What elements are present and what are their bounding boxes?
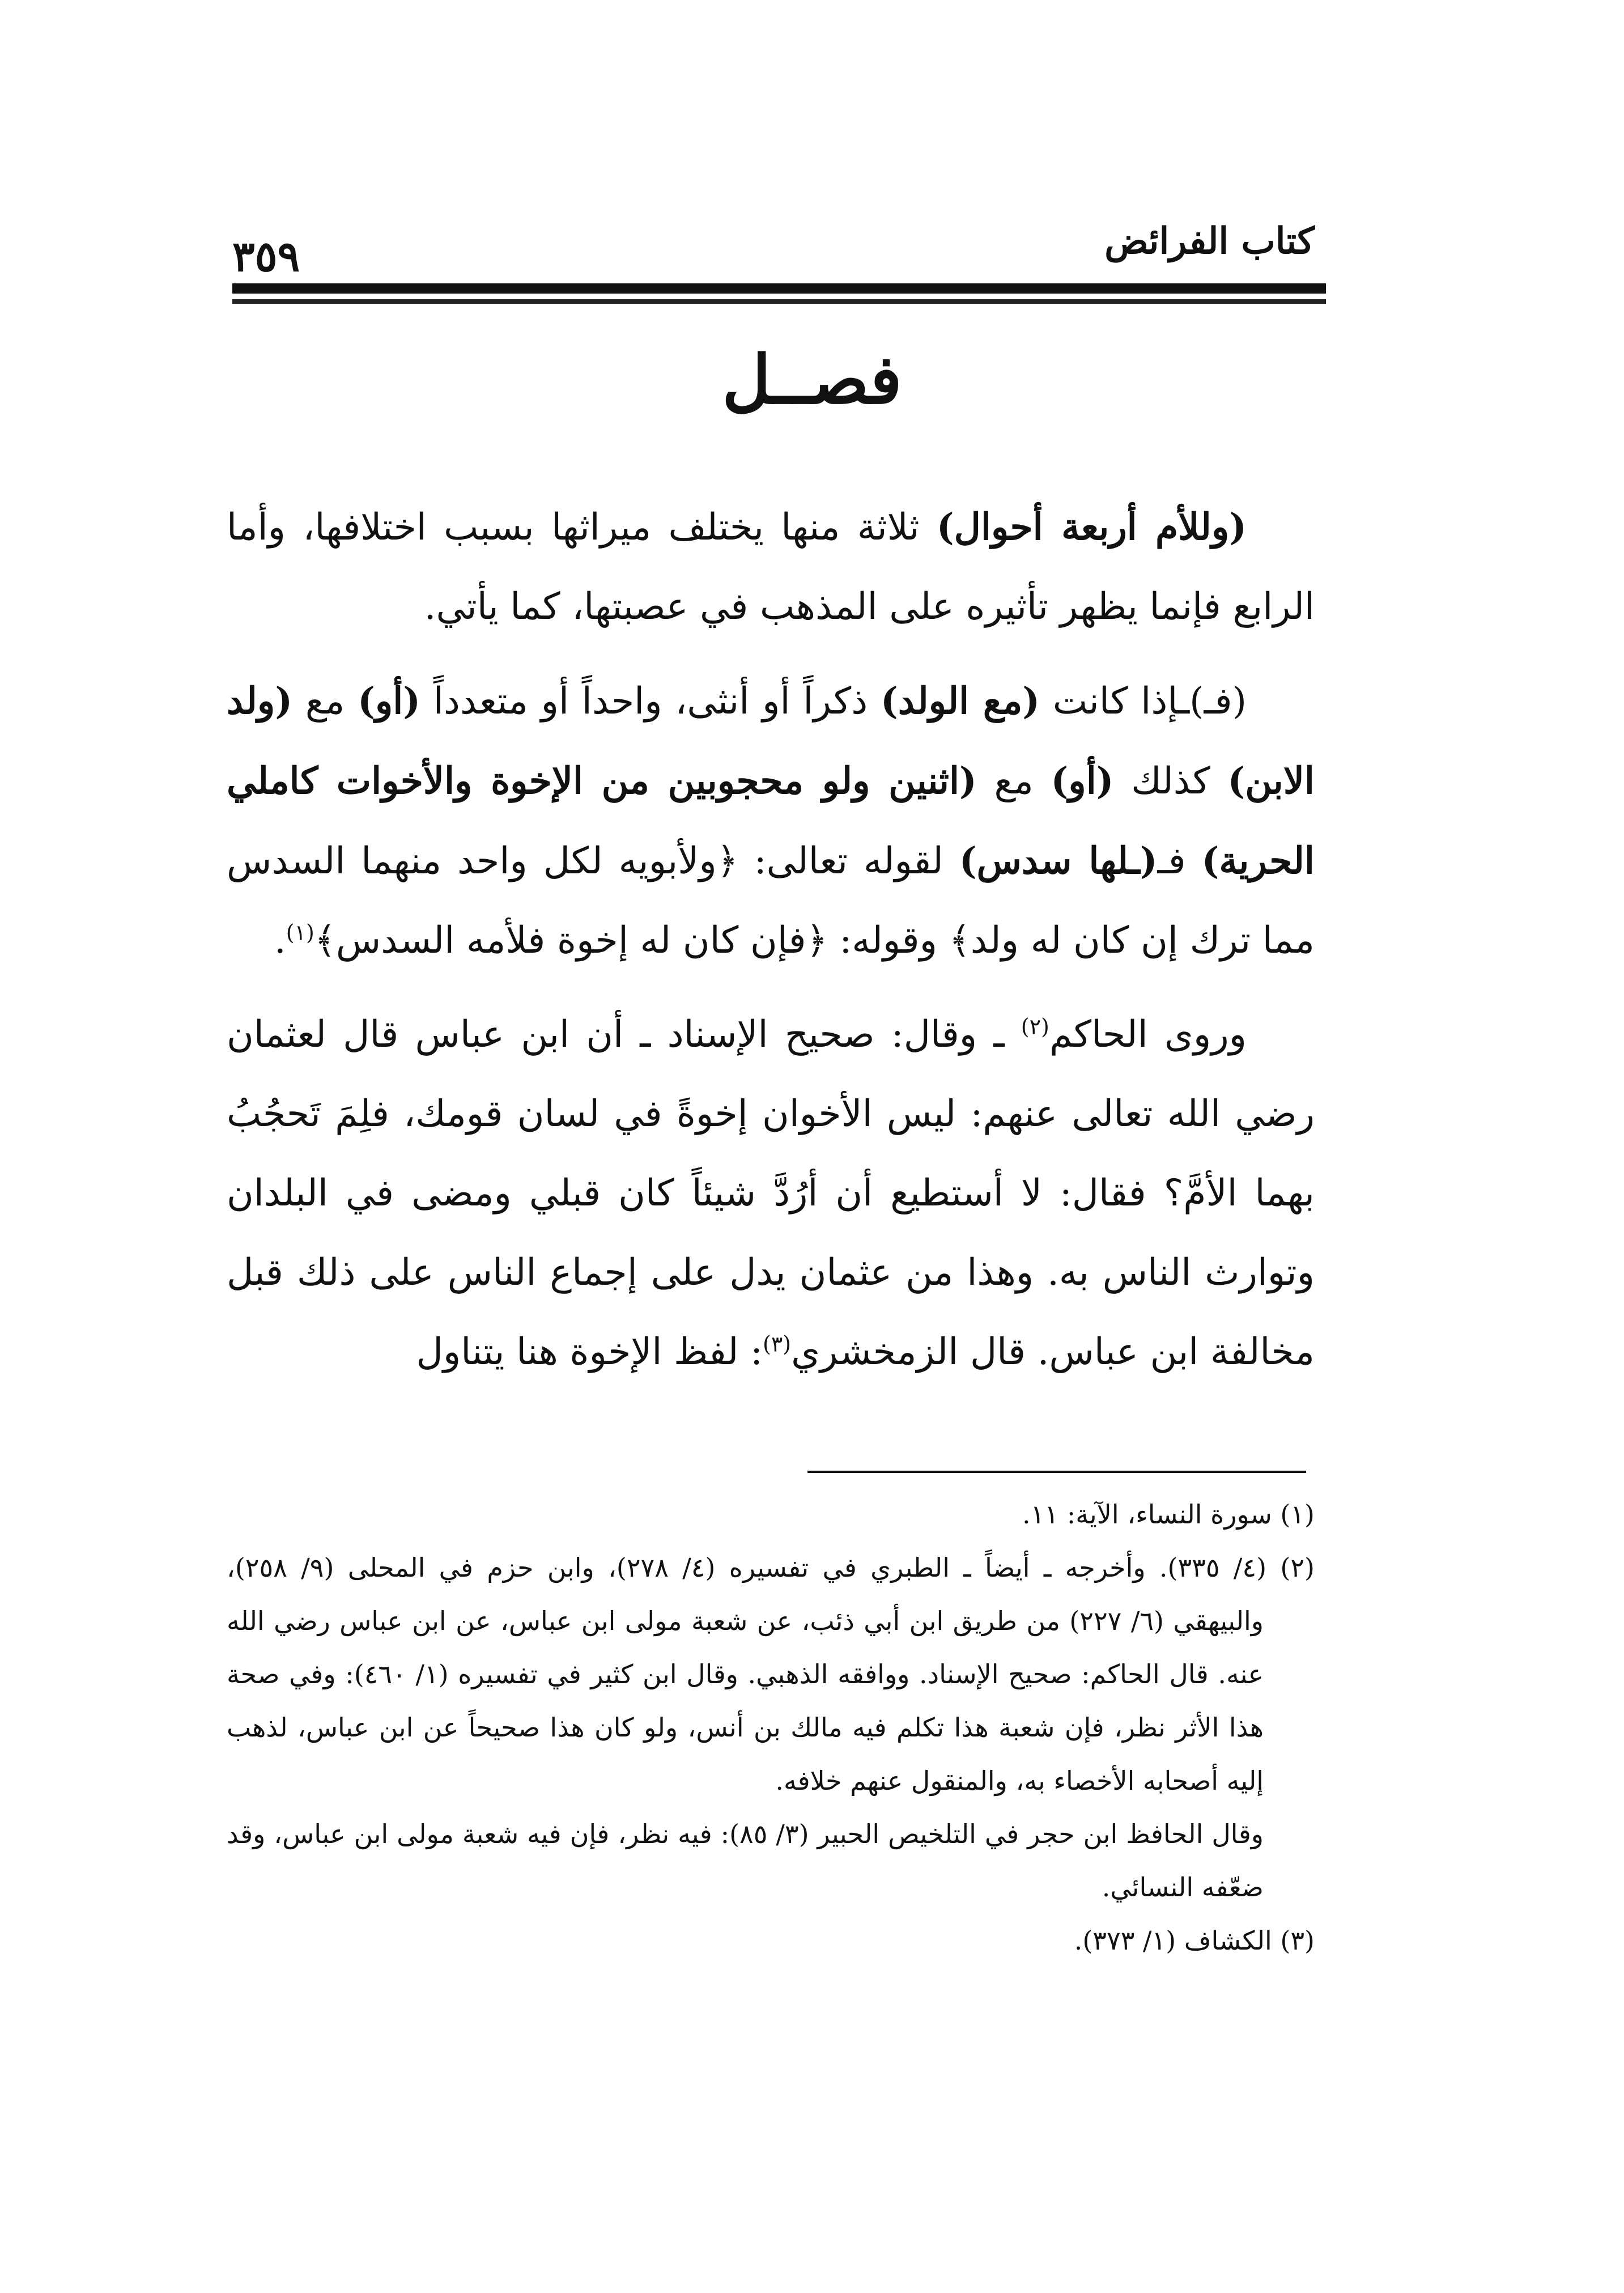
paragraph-2	[227, 661, 1315, 980]
footnote-1: (١) سورة النساء، الآية: ١١.	[1022, 1499, 1315, 1530]
paragraph-3	[227, 995, 1315, 1392]
main-text	[227, 487, 1315, 1407]
matn-text: (مع الولد)	[880, 680, 1040, 723]
commentary-text: ذكراً أو أنثى، واحداً أو متعدداً	[420, 680, 881, 723]
footnote-2-continuation: وقال الحافظ ابن حجر في التلخيص الحبير (٣/ ٨٥): فيه نظر، فإن فيه شعبة مولى ابن عباس، وقد ضعّفه النسائي.	[227, 1819, 1264, 1903]
book-title: كتاب الفرائض	[1104, 220, 1315, 262]
commentary-text: .	[274, 919, 286, 962]
section-heading: فصــل	[722, 340, 902, 419]
commentary-text: فـ	[1157, 840, 1202, 882]
commentary-text: ـ وقال: صحيح الإسناد ـ أن ابن عباس قال لعثمان رضي الله تعالى عنهم: ليس الأخوان إخوةً في لسان قومك، فلِمَ تَحجُبُ بهما الأمَّ؟ فقال: لا أستطيع أن أرُدَّ شيئاً كان قبلي ومضى في البلدان وتوارث الناس به. وهذا من عثمان يدل على إجماع الناس على ذلك قبل مخالفة ابن عباس. قال الزمخشري	[227, 1013, 1315, 1373]
footnote-3: (٣) الكشاف (١/ ٣٧٣).	[1074, 1925, 1315, 1956]
commentary-text: مع	[976, 760, 1051, 802]
header-rule-thick	[232, 283, 1326, 294]
footnote-ref: (١)	[286, 920, 314, 945]
commentary-text: : لفظ الإخوة هنا يتناول	[416, 1331, 763, 1373]
footnote-2: (٢) (٤/ ٣٣٥). وأخرجه ـ أيضاً ـ الطبري في تفسيره (٤/ ٢٧٨)، وابن حزم في المحلى (٩/ ٢٥٨)، والبيهقي (٦/ ٢٢٧) من طريق ابن أبي ذئب، عن شعبة مولى ابن عباس، عن ابن عباس رضي الله عنه. قال الحاكم: صحيح الإسناد. ووافقه الذهبي. وقال ابن كثير في تفسيره (١/ ٤٦٠): وفي صحة هذا الأثر نظر، فإن شعبة هذا تكلم فيه مالك بن أنس، ولو كان هذا صحيحاً عن ابن عباس، لذهب إليه أصحابه الأخصاء به، والمنقول عنهم خلافه.	[227, 1552, 1315, 1796]
quran-verse: ﴿فإن كان له إخوة فلأمه السدس﴾	[314, 919, 828, 962]
matn-text: (أو)	[1051, 759, 1114, 802]
commentary-text: مع	[292, 680, 358, 723]
matn-text: (أو)	[358, 680, 421, 723]
commentary-text: لقوله تعالى:	[738, 840, 959, 882]
paragraph-1	[227, 487, 1315, 647]
commentary-text: (فـ)ـإذا كانت	[1040, 680, 1247, 723]
matn-text: (اثنين ولو محجوبين من الإخوة والأخوات كاملي الحرية)	[227, 759, 1315, 882]
footnotes	[227, 1488, 1315, 1967]
commentary-text: وقوله:	[827, 919, 949, 962]
footnote-ref: (٢)	[1021, 1014, 1049, 1039]
matn-text: (ولد الابن)	[227, 680, 1315, 802]
header-rule-thin	[232, 299, 1326, 304]
matn-text: (وللأم أربعة أحوال)	[936, 506, 1247, 549]
quran-verse: ﴿ولأبويه لكل واحد منهما السدس مما ترك إن كان له ولد﴾	[227, 840, 1315, 962]
footnote-separator	[807, 1471, 1306, 1473]
footnote-ref: (٣)	[762, 1331, 792, 1357]
matn-text: (ـلها سدس)	[959, 839, 1158, 882]
running-header	[232, 210, 1326, 295]
commentary-text: وروى الحاكم	[1049, 1013, 1247, 1056]
page-number: ٣٥٩	[232, 232, 300, 281]
commentary-text: كذلك	[1113, 760, 1228, 802]
commentary-text: ثلاثة منها يختلف ميراثها بسبب اختلافها، وأما الرابع فإنما يظهر تأثيره على المذهب في عصبتها، كما يأتي.	[227, 506, 1315, 628]
